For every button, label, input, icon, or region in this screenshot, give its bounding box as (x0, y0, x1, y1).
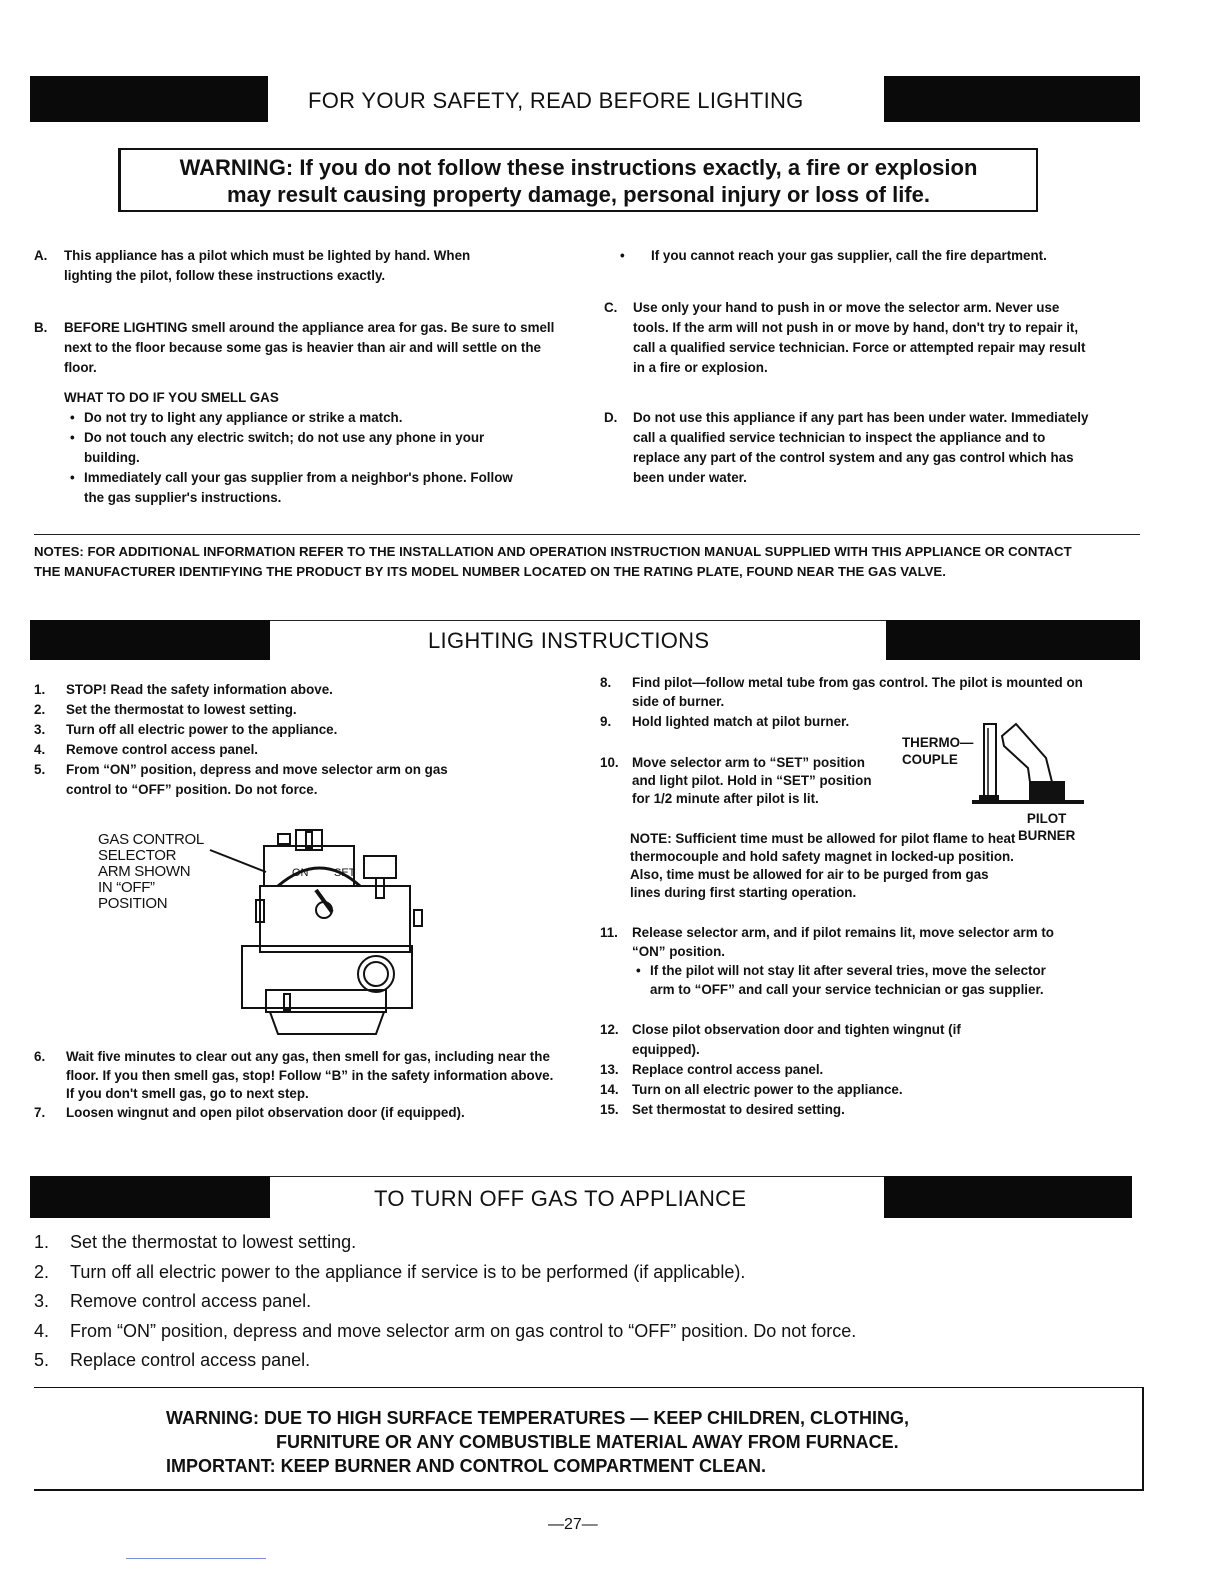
svg-text:ON: ON (292, 867, 309, 879)
banner-right-bar (884, 76, 1140, 122)
list-item: 1. Set the thermostat to lowest setting. (34, 1232, 357, 1252)
list-item: 3. Remove control access panel. (34, 1291, 312, 1311)
pilot-burner-diagram (968, 716, 1092, 816)
fire-dept-bullet (614, 246, 1084, 266)
valve-dial-housing (264, 846, 354, 886)
bottom-warning-box (34, 1387, 1144, 1491)
list-item: 4. Remove control access panel. (34, 742, 259, 757)
turn-off-title: TO TURN OFF GAS TO APPLIANCE (374, 1186, 747, 1211)
valve-base (270, 1012, 384, 1034)
pilot-hood (1002, 724, 1052, 782)
list-item: • If you cannot reach your gas supplier, call the fire department. (614, 246, 1084, 266)
divider (34, 534, 1140, 535)
step-11-bullet (630, 962, 1070, 999)
turn-off-banner-right-bar (884, 1176, 1132, 1218)
lighting-banner-rule (270, 620, 886, 621)
valve-top-knob (278, 834, 290, 844)
warning-box (118, 148, 1038, 212)
lighting-banner-left-bar (30, 620, 270, 660)
turn-off-banner-left-bar (30, 1176, 270, 1218)
what-to-do-heading: WHAT TO DO IF YOU SMELL GAS (64, 390, 279, 405)
list-item: 13. Replace control access panel. (600, 1062, 824, 1077)
footer-rule (126, 1558, 266, 1559)
notes: NOTES: FOR ADDITIONAL INFORMATION REFER TO THE INSTALLATION AND OPERATION INSTRUCTION MANUAL SUPPLIED WITH THIS APPLIANCE OR CONTACT THE MANUFACTURER IDENTIFYING THE PRODUCT BY ITS MODEL NUMBER LOCATED ON THE RATING PLATE, FOUND NEAR THE GAS VALVE. (34, 544, 1072, 579)
list-item: 7. Loosen wingnut and open pilot observation door (if equipped). (34, 1104, 465, 1120)
gas-control-label: GAS CONTROL SELECTOR ARM SHOWN IN “OFF” POSITION (98, 831, 204, 912)
valve-body (260, 886, 410, 952)
list-item: • If the pilot will not stay lit after several tries, move the selector arm to “OFF” and call your service technician or gas supplier. (630, 962, 1070, 999)
item-text: BEFORE LIGHTING smell around the appliance area for gas. Be sure to smell next to the floor because some gas is heavier than air and will settle on the floor. (64, 320, 555, 375)
item-text: Use only your hand to push in or move the selector arm. Never use tools. If the arm will not push in or move by hand, don't try to repair it, call a qualified service technician. Force or attempted repair may result in a fire or explosion. (633, 300, 1086, 375)
valve-right-knob (364, 856, 396, 878)
list-item: 15. Set thermostat to desired setting. (600, 1102, 845, 1117)
list-item: 1. STOP! Read the safety information above. (34, 682, 333, 697)
bottom-warning-line-3: IMPORTANT: KEEP BURNER AND CONTROL COMPARTMENT CLEAN. (166, 1456, 766, 1476)
item-text: This appliance has a pilot which must be lighted by hand. When lighting the pilot, follow these instructions exactly. (64, 248, 471, 283)
list-item: 4. From “ON” position, depress and move selector arm on gas control to “OFF” position. Do not force. (34, 1320, 857, 1341)
lighting-steps-1-5 (34, 680, 504, 800)
bottom-warning-line-1: WARNING: DUE TO HIGH SURFACE TEMPERATURES — KEEP CHILDREN, CLOTHING, (166, 1408, 910, 1428)
lighting-steps-12-15 (600, 1020, 1060, 1120)
lighting-steps-6-7 (34, 1048, 564, 1122)
list-item: 2. Turn off all electric power to the appliance if service is to be performed (if applicable). (34, 1261, 746, 1282)
turn-off-steps (34, 1228, 856, 1376)
item-label: B. (34, 320, 48, 335)
list-item: 3. Turn off all electric power to the appliance. (34, 722, 338, 737)
item-label: D. (604, 410, 618, 425)
thermocouple-label: THERMO— COUPLE (902, 735, 974, 767)
bottom-warning-line-2: FURNITURE OR ANY COMBUSTIBLE MATERIAL AWAY FROM FURNACE. (276, 1432, 899, 1452)
item-text: Do not use this appliance if any part has been under water. Immediately call a qualified service technician to inspect the appliance and to replace any part of the control system and any gas control which has been under water. (633, 410, 1089, 485)
item-label: A. (34, 248, 48, 263)
warning-line-2: may result causing property damage, personal injury or loss of life. (227, 182, 930, 207)
list-item: 5. From “ON” position, depress and move selector arm on gas control to “OFF” position. Do not force. (34, 762, 448, 797)
page-number: —27— (548, 1516, 598, 1533)
warning-line-1: WARNING: If you do not follow these instructions exactly, a fire or explosion (179, 155, 978, 180)
gas-control-valve-diagram (200, 820, 440, 1042)
list-item: 2. Set the thermostat to lowest setting. (34, 702, 297, 717)
step-10-note: NOTE: Sufficient time must be allowed for pilot flame to heat thermocouple and hold safety magnet in locked-up position. Also, time must be allowed for air to be purged from gas lines during first starting operation. (630, 831, 1016, 900)
thermocouple-tube (984, 724, 996, 800)
svg-text:SET: SET (334, 867, 356, 879)
leader-line (210, 850, 266, 872)
turn-off-banner-rule (270, 1176, 884, 1177)
list-item: 12. Close pilot observation door and tighten wingnut (if equipped). (600, 1022, 961, 1057)
smell-gas-bullets (64, 408, 534, 508)
safety-title: FOR YOUR SAFETY, READ BEFORE LIGHTING (308, 88, 804, 113)
pilot-burner-label: PILOT BURNER (1018, 811, 1076, 843)
list-item: 5. Replace control access panel. (34, 1350, 311, 1370)
list-item: • Immediately call your gas supplier from a neighbor's phone. Follow the gas supplier's instructions. (64, 468, 534, 508)
list-item: 6. Wait five minutes to clear out any gas, then smell for gas, including near the floor. If you then smell gas, stop! Follow “B” in the safety information above. If you don't smell gas, go to next step. (34, 1049, 554, 1101)
lighting-title: LIGHTING INSTRUCTIONS (428, 628, 710, 653)
list-item: • Do not try to light any appliance or strike a match. (64, 408, 534, 428)
lighting-banner-right-bar (886, 620, 1140, 660)
item-label: C. (604, 300, 618, 315)
banner-left-bar (30, 76, 268, 122)
list-item: 14. Turn on all electric power to the appliance. (600, 1082, 903, 1097)
list-item: • Do not touch any electric switch; do not use any phone in your building. (64, 428, 534, 468)
